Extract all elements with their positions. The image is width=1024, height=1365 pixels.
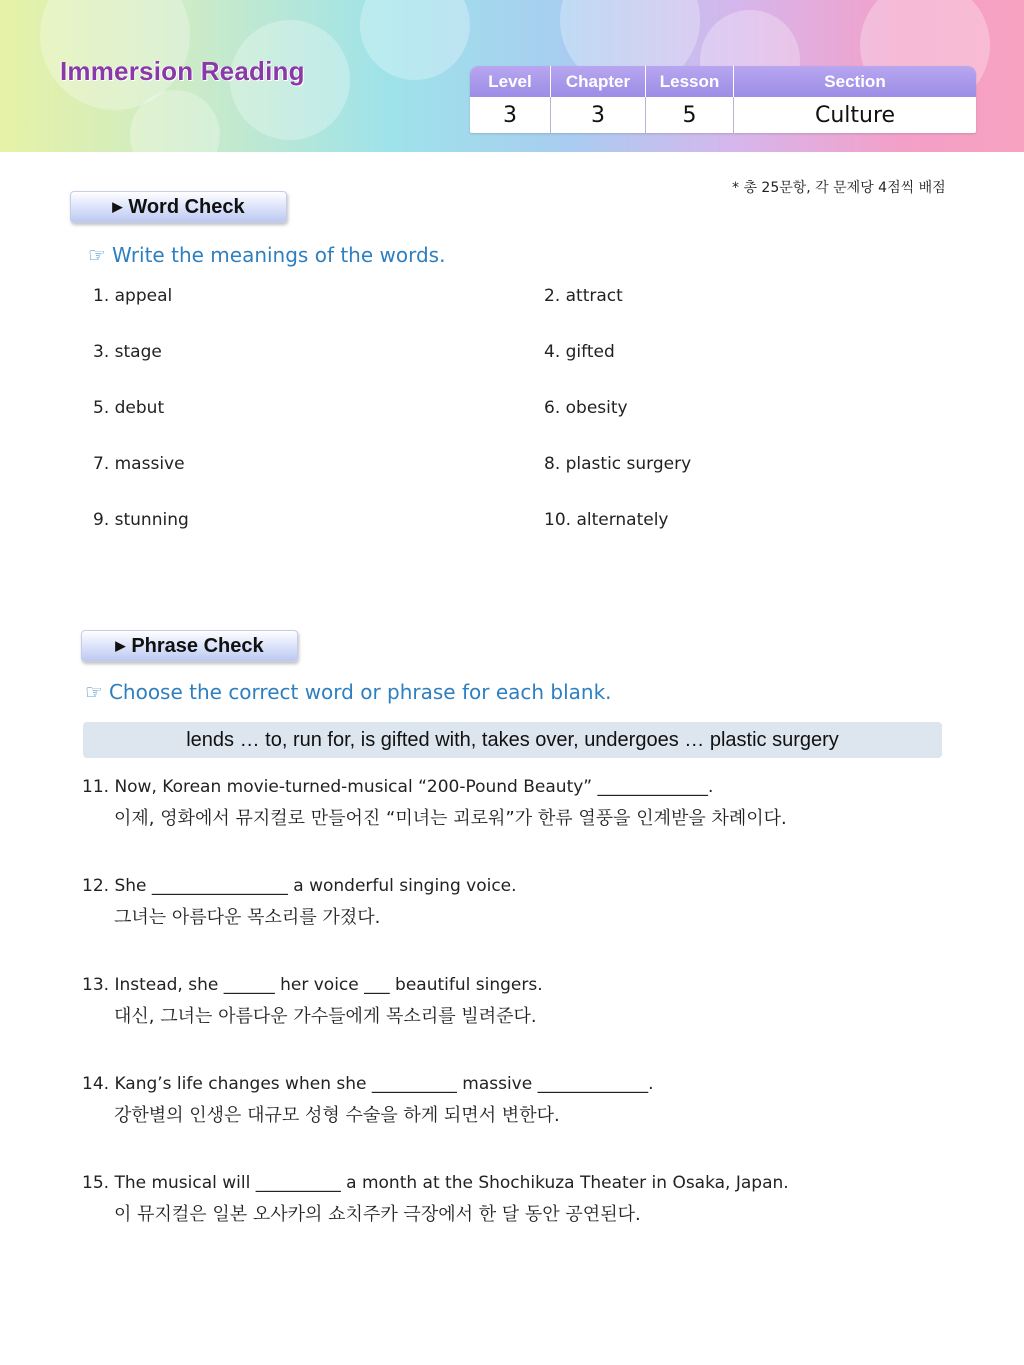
lesson-info-table bbox=[470, 66, 976, 133]
question-english: 12. She ________________ a wonderful singing voice. bbox=[82, 876, 517, 896]
word-item: 2. attract bbox=[544, 286, 623, 306]
level-header: Level bbox=[470, 66, 551, 97]
question-english: 14. Kang’s life changes when she __________ massive _____________. bbox=[82, 1074, 654, 1094]
word-item: 4. gifted bbox=[544, 342, 615, 362]
phrase-check-instruction bbox=[85, 680, 612, 704]
pointing-hand-icon: ☞ bbox=[85, 680, 103, 704]
word-check-instruction-text: Write the meanings of the words. bbox=[111, 243, 446, 267]
header-banner bbox=[0, 0, 1024, 152]
lesson-header: Lesson bbox=[646, 66, 734, 97]
lesson-info-value-row bbox=[470, 97, 976, 133]
pointing-hand-icon: ☞ bbox=[88, 243, 106, 267]
word-item: 3. stage bbox=[93, 342, 162, 362]
brand-title: Immersion Reading bbox=[60, 56, 305, 86]
question-english: 11. Now, Korean movie-turned-musical “200-Pound Beauty” _____________. bbox=[82, 777, 714, 797]
lesson-value: 5 bbox=[646, 97, 734, 133]
word-bank: lends … to, run for, is gifted with, takes over, undergoes … plastic surgery bbox=[83, 722, 942, 758]
section-value: Culture bbox=[814, 102, 896, 128]
question-english: 13. Instead, she ______ her voice ___ beautiful singers. bbox=[82, 975, 543, 995]
word-item: 10. alternately bbox=[544, 510, 669, 530]
question-item bbox=[82, 875, 982, 929]
question-korean: 이제, 영화에서 뮤지컬로 만들어진 “미녀는 괴로워”가 한류 열풍을 인계받을 차례이다. bbox=[114, 808, 787, 829]
phrase-check-tab bbox=[81, 630, 298, 662]
phrase-check-title: Phrase Check bbox=[131, 634, 264, 657]
question-item bbox=[82, 1073, 982, 1127]
chapter-value: 3 bbox=[551, 97, 646, 133]
level-value: 3 bbox=[470, 97, 551, 133]
question-item bbox=[82, 974, 982, 1028]
word-item: 6. obesity bbox=[544, 398, 628, 418]
scoring-note: * 총 25문항, 각 문제당 4점씩 배점 bbox=[732, 180, 946, 196]
question-korean: 대신, 그녀는 아름다운 가수들에게 목소리를 빌려준다. bbox=[114, 1006, 537, 1027]
word-item: 1. appeal bbox=[93, 286, 173, 306]
phrase-check-instruction-text: Choose the correct word or phrase for each blank. bbox=[108, 680, 612, 704]
word-item: 5. debut bbox=[93, 398, 165, 418]
play-triangle-icon: ▶ bbox=[112, 199, 123, 214]
play-triangle-icon: ▶ bbox=[115, 638, 126, 653]
question-english: 15. The musical will __________ a month at the Shochikuza Theater in Osaka, Japan. bbox=[82, 1173, 789, 1193]
question-item bbox=[82, 1172, 982, 1226]
question-korean: 강한별의 인생은 대규모 성형 수술을 하게 되면서 변한다. bbox=[114, 1105, 560, 1126]
question-item bbox=[82, 776, 982, 830]
lesson-info-header-row bbox=[470, 66, 976, 97]
question-korean: 그녀는 아름다운 목소리를 가졌다. bbox=[114, 907, 381, 928]
chapter-header: Chapter bbox=[551, 66, 646, 97]
word-check-instruction bbox=[88, 243, 445, 267]
word-item: 8. plastic surgery bbox=[544, 454, 692, 474]
word-item: 7. massive bbox=[93, 454, 185, 474]
word-check-tab bbox=[70, 191, 287, 223]
word-check-title: Word Check bbox=[128, 195, 245, 218]
word-item: 9. stunning bbox=[93, 510, 189, 530]
section-header: Section bbox=[824, 71, 886, 91]
question-korean: 이 뮤지컬은 일본 오사카의 쇼치주카 극장에서 한 달 동안 공연된다. bbox=[114, 1204, 641, 1225]
